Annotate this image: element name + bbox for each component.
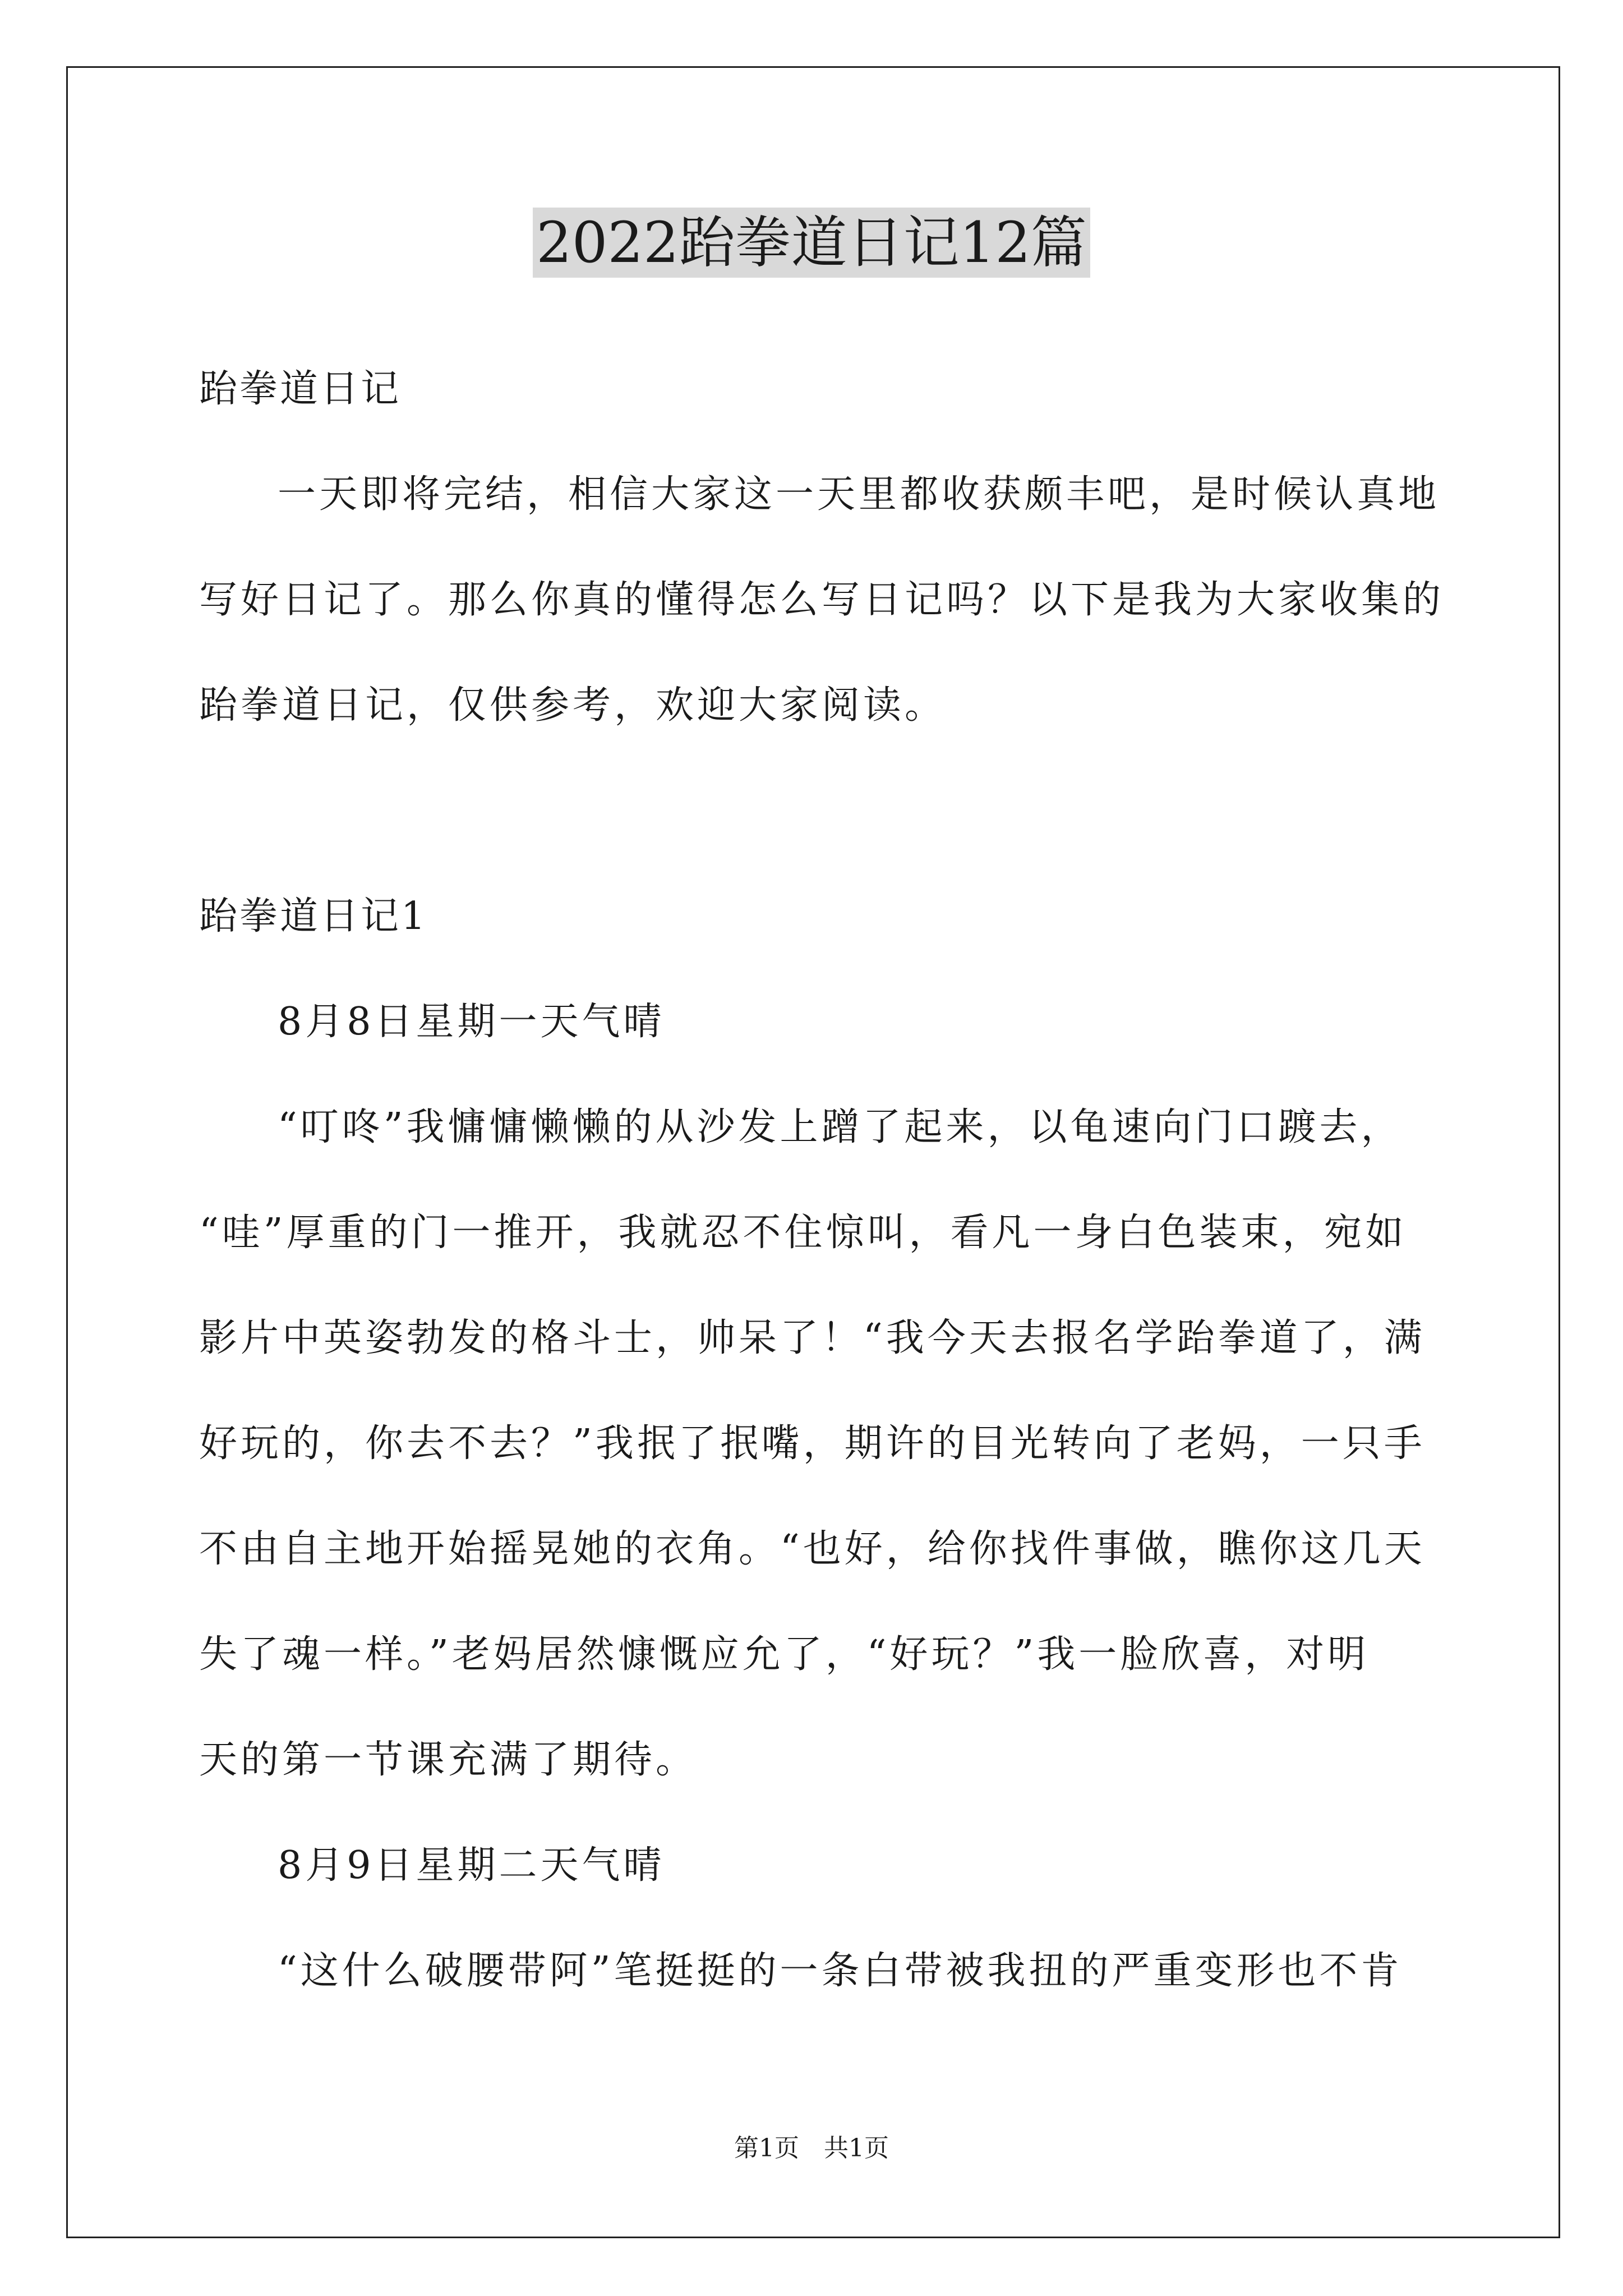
entry-line: 天的第一节课充满了期待。: [199, 1738, 698, 1782]
entry-date: 8月9日星期二天气晴: [278, 1843, 665, 1888]
entry-line: 好玩的，你去不去？”我抿了抿嘴，期许的目光转向了老妈，一只手: [199, 1421, 1426, 1466]
blank-line: [199, 758, 1433, 864]
entry-line: “这什么破腰带阿”笔挺挺的一条白带被我扭的严重变形也不肯: [278, 1949, 1403, 1993]
document-title-text: 2022跆拳道日记12篇: [533, 208, 1090, 278]
document-title: [0, 206, 1623, 279]
intro-line: 跆拳道日记，仅供参考，欢迎大家阅读。: [199, 683, 947, 728]
document-body: [199, 337, 1445, 2024]
intro-line: 写好日记了。那么你真的懂得怎么写日记吗？以下是我为大家收集的: [199, 578, 1445, 622]
entry-line: 不由自主地开始摇晃她的衣角。“也好，给你找件事做，瞧你这几天: [199, 1527, 1426, 1571]
intro-line: 一天即将完结，相信大家这一天里都收获颇丰吧，是时候认真地: [278, 472, 1440, 517]
section-heading: 跆拳道日记1: [199, 894, 428, 938]
page-footer: 第1页 共1页: [734, 2134, 889, 2162]
entry-line: 失了魂一样。”老妈居然慷慨应允了，“好玩？”我一脸欣喜，对明: [199, 1632, 1370, 1677]
entry-line: “叮咚”我慵慵懒懒的从沙发上蹭了起来，以龟速向门口踱去，: [278, 1105, 1403, 1149]
entry-line: 影片中英姿勃发的格斗士，帅呆了！“我今天去报名学跆拳道了，满: [199, 1316, 1426, 1360]
intro-heading: 跆拳道日记: [199, 367, 402, 411]
entry-date: 8月8日星期一天气晴: [278, 1000, 665, 1044]
entry-line: “哇”厚重的门一推开，我就忍不住惊叫，看凡一身白色装束，宛如: [199, 1211, 1407, 1255]
